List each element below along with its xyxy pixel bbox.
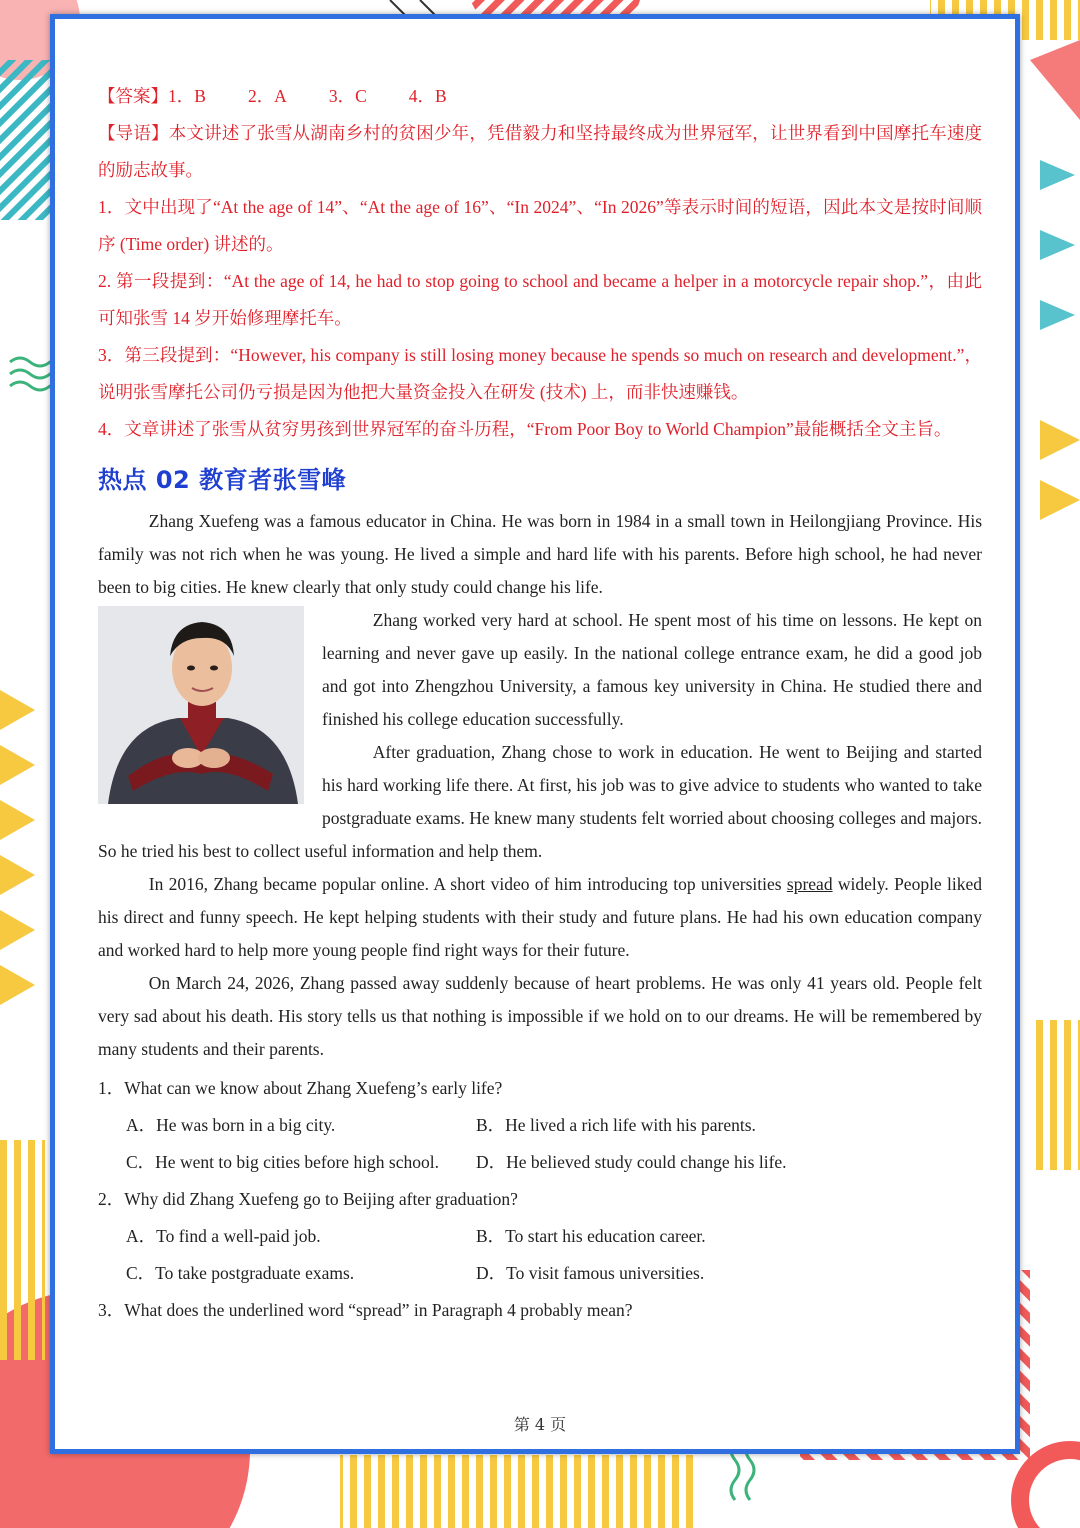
option-a[interactable]: A．To find a well-paid job. <box>126 1226 321 1246</box>
explanation-3: 3．第三段提到：“However, his company is still losing money because he spends so much on research and development.”，说明张雪摩托公司仍亏损是因为他把大量资金投入在研发 (技术) 上，而非快速赚钱。 <box>98 345 982 402</box>
passage-text: In 2016, Zhang became popular online. A short video of him introducing top universities <box>148 874 787 894</box>
explanation-2: 2. 第一段提到：“At the age of 14, he had to stop going to school and became a helper in a motorcycle repair shop.”，由此可知张雪 14 岁开始修理摩托车。 <box>98 271 982 328</box>
guide-paragraph <box>98 115 982 189</box>
option-c[interactable]: C．He went to big cities before high school. <box>126 1152 439 1172</box>
portrait-photo-icon <box>98 606 304 804</box>
answer-item: 4．B <box>408 86 447 106</box>
question-list <box>98 1070 982 1329</box>
reading-passage <box>98 505 982 1066</box>
passage-paragraph-3: After graduation, Zhang chose to work in education. He went to Beijing and started his hard working life there. At first, his job was to give advice to students who wanted to take postgraduate exams. He knew many students felt worried about choosing colleges and majors. So he tried his best to collect useful information and help them. <box>98 742 982 861</box>
underlined-word: spread <box>786 874 833 894</box>
option-b[interactable]: B．He lived a rich life with his parents. <box>476 1115 756 1135</box>
portrait-photo <box>98 606 304 804</box>
question-options <box>98 1107 982 1181</box>
option-c[interactable]: C．To take postgraduate exams. <box>126 1263 355 1283</box>
explanation-1: 1．文中出现了“At the age of 14”、“At the age of 16”、“In 2024”、“In 2026”等表示时间的短语，因此本文是按时间顺序 (Time order) 讲述的。 <box>98 197 982 254</box>
question-stem: 3．What does the underlined word “spread” in Paragraph 4 probably mean? <box>98 1300 633 1320</box>
passage-paragraph-2: Zhang worked very hard at school. He spent most of his time on lessons. He kept on learning and never gave up easily. In the national college entrance exam, he did a good job and got into Zhengzhou University, a famous key university in China. He studied there and finished his college education successfully. <box>322 610 982 729</box>
option-d[interactable]: D．To visit famous universities. <box>476 1263 705 1283</box>
question-options <box>98 1218 982 1292</box>
answer-item: 1．B <box>168 86 206 106</box>
explanation-4: 4．文章讲述了张雪从贫穷男孩到世界冠军的奋斗历程，“From Poor Boy to World Champion”最能概括全文主旨。 <box>98 419 952 439</box>
passage-paragraph-1 <box>98 505 982 604</box>
answer-item: 3．C <box>328 86 367 106</box>
answer-label: 【答案】 <box>98 86 168 106</box>
answer-line <box>98 78 982 115</box>
page-number: 第 4 页 <box>513 1415 567 1434</box>
passage-text: Zhang Xuefeng was a famous educator in China. He was born in 1984 in a small town in Heilongjiang Province. His family was not rich when he was young. He lived a simple and hard life with his parents. Before high school, he had never been to big cities. He knew clearly that only study could change his life. <box>98 511 982 597</box>
passage-paragraph-4 <box>98 868 982 967</box>
question-stem: 2．Why did Zhang Xuefeng go to Beijing after graduation? <box>98 1189 518 1209</box>
passage-text: widely. People liked his direct and funny speech. He kept helping students with their study and future plans. He had his own education company and worked hard to help more young people find right ways for their future. <box>98 874 982 960</box>
option-d[interactable]: D．He believed study could change his life. <box>476 1152 787 1172</box>
answer-section <box>98 78 982 448</box>
answer-item: 2．A <box>247 86 287 106</box>
section-title: 热点 02 教育者张雪峰 <box>98 466 347 494</box>
option-b[interactable]: B．To start his education career. <box>476 1226 706 1246</box>
passage-paragraph-5: On March 24, 2026, Zhang passed away suddenly because of heart problems. He was only 41 years old. People felt very sad about his death. His story tells us that nothing is impossible if we hold on to our dreams. He will be remembered by many students and their parents. <box>98 973 982 1059</box>
page-content <box>98 78 982 1329</box>
question-stem: 1．What can we know about Zhang Xuefeng’s early life? <box>98 1078 503 1098</box>
guide-label: 【导语】 <box>98 123 169 143</box>
guide-text: 本文讲述了张雪从湖南乡村的贫困少年，凭借毅力和坚持最终成为世界冠军，让世界看到中国摩托车速度的励志故事。 <box>98 123 982 180</box>
option-a[interactable]: A．He was born in a big city. <box>126 1115 336 1135</box>
